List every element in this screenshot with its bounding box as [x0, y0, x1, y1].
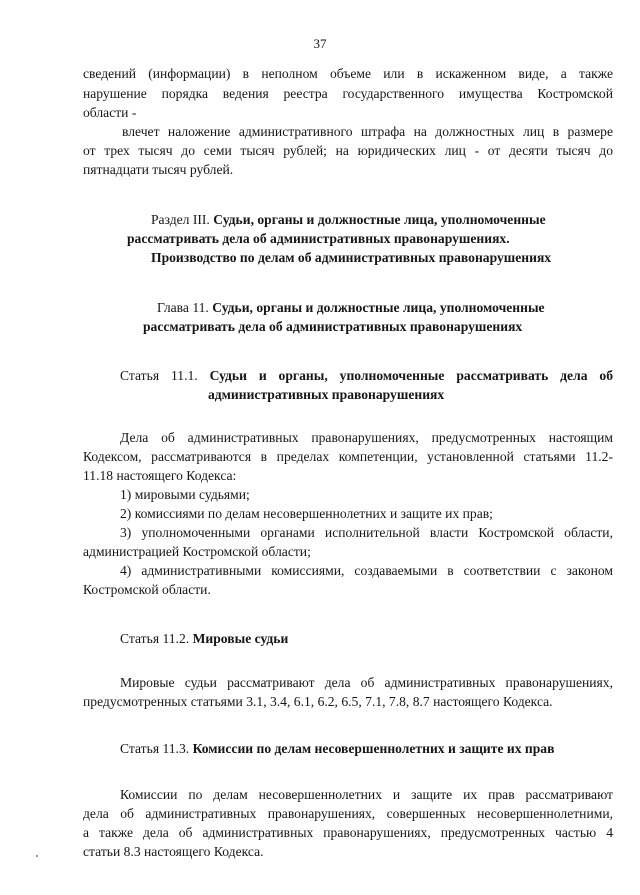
- intro-line-5: от трех тысяч до семи тысяч рублей; на юридических лиц - от десяти тысяч до: [83, 143, 613, 158]
- article-11-2-para-line-1: Мировые судьи рассматривают дела об административных правонарушениях,: [120, 675, 613, 690]
- chapter-11-prefix: Глава 11.: [157, 300, 209, 315]
- article-11-3-prefix: Статья 11.3.: [120, 741, 190, 756]
- article-11-1-heading-line-1: [120, 368, 613, 384]
- article-11-1-item-3-line-2: администрацией Костромской области;: [83, 544, 311, 559]
- section-3-title-line-3: Производство по делам об административных правонарушениях: [151, 250, 552, 265]
- section-3-prefix: Раздел III.: [151, 212, 210, 227]
- article-11-1-title-line-2: административных правонарушениях: [208, 387, 445, 402]
- section-3-heading-line-1: [151, 212, 546, 228]
- article-11-3-heading: [120, 741, 554, 757]
- article-11-2-heading: [120, 631, 288, 647]
- article-11-3-para-line-4: статьи 8.3 настоящего Кодекса.: [83, 844, 264, 859]
- article-11-1-item-4-line-2: Костромской области.: [83, 582, 211, 597]
- article-11-1-item-4-line-1: 4) административными комиссиями, создаваемыми в соответствии с законом: [120, 563, 613, 578]
- article-11-1-item-2: 2) комиссиями по делам несовершеннолетних и защите их прав;: [120, 506, 493, 521]
- scan-speck: [36, 855, 38, 857]
- article-11-3-para-line-3: а также дела об административных правонарушениях, предусмотренных частью 4: [83, 825, 613, 840]
- article-11-1-para-line-3: 11.18 настоящего Кодекса:: [83, 468, 237, 483]
- article-11-3-title: Комиссии по делам несовершеннолетних и защите их прав: [192, 741, 555, 756]
- article-11-1-item-3-line-1: 3) уполномоченными органами исполнительной власти Костромской области,: [120, 525, 613, 540]
- intro-line-2: нарушение порядка ведения реестра государственного имущества Костромской: [83, 86, 613, 101]
- section-3-title-line-2: рассматривать дела об административных правонарушениях.: [127, 231, 510, 246]
- article-11-1-prefix: Статья 11.1.: [120, 368, 198, 383]
- article-11-1-para-line-2: Кодексом, рассматриваются в пределах компетенции, установленной статьями 11.2-: [83, 449, 613, 464]
- article-11-3-para-line-1: Комиссии по делам несовершеннолетних и защите их прав рассматривают: [120, 787, 613, 802]
- section-3-title-line-1: Судьи, органы и должностные лица, уполномоченные: [213, 212, 546, 227]
- article-11-2-prefix: Статья 11.2.: [120, 631, 190, 646]
- intro-line-6: пятнадцати тысяч рублей.: [83, 162, 234, 177]
- article-11-1-title-line-1: Судьи и органы, уполномоченные рассматривать дела об: [209, 368, 614, 383]
- intro-line-3: области -: [83, 105, 137, 120]
- intro-line-1: сведений (информации) в неполном объеме или в искаженном виде, а также: [83, 66, 613, 81]
- article-11-1-item-1: 1) мировыми судьями;: [120, 487, 250, 502]
- intro-line-4: влечет наложение административного штрафа на должностных лиц в размере: [122, 124, 613, 139]
- article-11-1-para-line-1: Дела об административных правонарушениях, предусмотренных настоящим: [120, 430, 613, 445]
- article-11-2-para-line-2: предусмотренных статьями 3.1, 3.4, 6.1, 6.2, 6.5, 7.1, 7.8, 8.7 настоящего Кодекса.: [83, 694, 553, 709]
- article-11-3-para-line-2: дела об административных правонарушениях, совершенных несовершеннолетними,: [83, 806, 613, 821]
- chapter-11-title-line-2: рассматривать дела об административных правонарушениях: [143, 319, 523, 334]
- page-number: 37: [313, 36, 327, 51]
- article-11-2-title: Мировые судьи: [192, 631, 289, 646]
- chapter-11-heading-line-1: [157, 300, 545, 316]
- chapter-11-title-line-1: Судьи, органы и должностные лица, уполномоченные: [212, 300, 545, 315]
